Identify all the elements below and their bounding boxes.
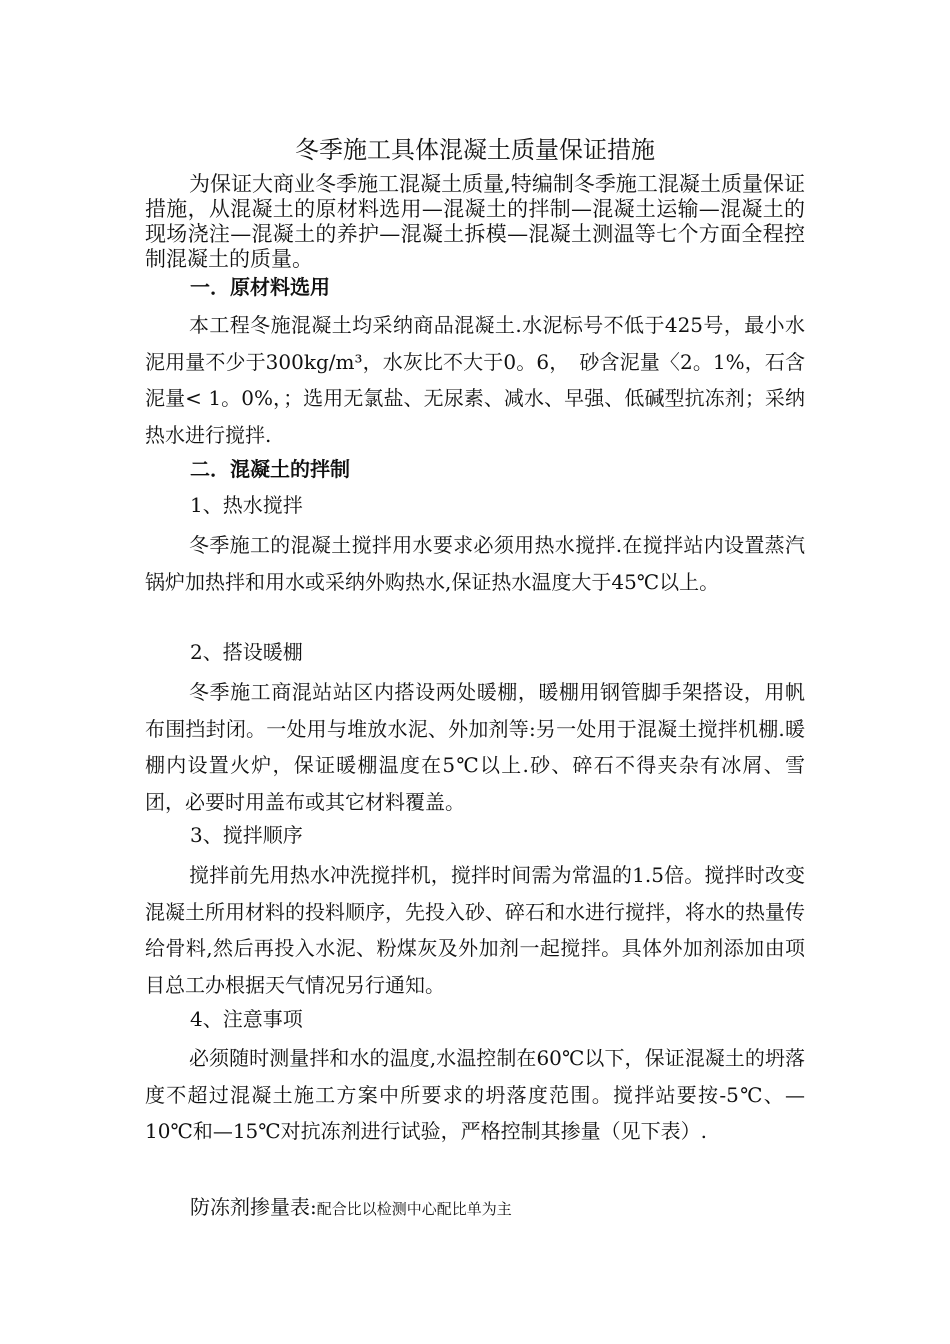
shed-paragraph: 冬季施工商混站站区内搭设两处暖棚，暖棚用钢管脚手架搭设，用帆布围挡封闭。一处用与堆放水泥、外加剂等:另一处用于混凝土搅拌机棚.暖棚内设置火炉，保证暖棚温度在5℃以上.砂、碎石不得夹杂有冰屑、雪团，必要时用盖布或其它材料覆盖。 xyxy=(145,680,805,814)
materials-paragraph: 本工程冬施混凝土均采纳商品混凝土.水泥标号不低于425号，最小水泥用量不少于300kg/m³，水灰比不大于0。6， 砂含泥量〈2。1%，石含泥量< 1。0%，；选用无氯盐、无尿素、减水、早强、低碱型抗冻剂；采纳热水进行搅拌. xyxy=(145,313,805,447)
notes-paragraph: 必须随时测量拌和水的温度,水温控制在60℃以下，保证混凝土的坍落度不超过混凝土施工方案中所要求的坍落度范围。搅拌站要按-5℃、—10℃和—15℃对抗冻剂进行试验，严格控制其掺量（见下表）. xyxy=(145,1046,805,1144)
order-paragraph: 搅拌前先用热水冲洗搅拌机，搅拌时间需为常温的1.5倍。搅拌时改变混凝土所用材料的投料顺序，先投入砂、碎石和水进行搅拌，将水的热量传给骨料,然后再投入水泥、粉煤灰及外加剂一起搅拌。具体外加剂添加由项目总工办根据天气情况另行通知。 xyxy=(145,863,805,997)
section-heading-materials: 一．原材料选用 xyxy=(190,275,330,299)
subsection-order-label: 3、搅拌顺序 xyxy=(190,823,303,847)
subsection-notes-label: 4、注意事项 xyxy=(190,1007,303,1031)
antifreeze-table-detail: 配合比以检测中心配比单为主 xyxy=(316,1200,512,1218)
hot-water-paragraph: 冬季施工的混凝土搅拌用水要求必须用热水搅拌.在搅拌站内设置蒸汽锅炉加热拌和用水或采纳外购热水,保证热水温度大于45℃以上。 xyxy=(145,533,805,594)
document-title: 冬季施工具体混凝土质量保证措施 xyxy=(295,136,655,164)
section-heading-mixing: 二．混凝土的拌制 xyxy=(190,457,350,481)
subsection-shed-label: 2、搭设暖棚 xyxy=(190,640,303,664)
antifreeze-table-label: 防冻剂掺量表: xyxy=(190,1195,317,1219)
intro-paragraph: 为保证大商业冬季施工混凝土质量,特编制冬季施工混凝土质量保证措施，从混凝土的原材料选用—混凝土的拌制—混凝土运输—混凝土的现场浇注—混凝土的养护—混凝土拆模—混凝土测温等七个方面全程控制混凝土的质量。 xyxy=(145,172,805,271)
antifreeze-table-note xyxy=(190,1192,512,1224)
subsection-hot-water-label: 1、热水搅拌 xyxy=(190,493,303,517)
